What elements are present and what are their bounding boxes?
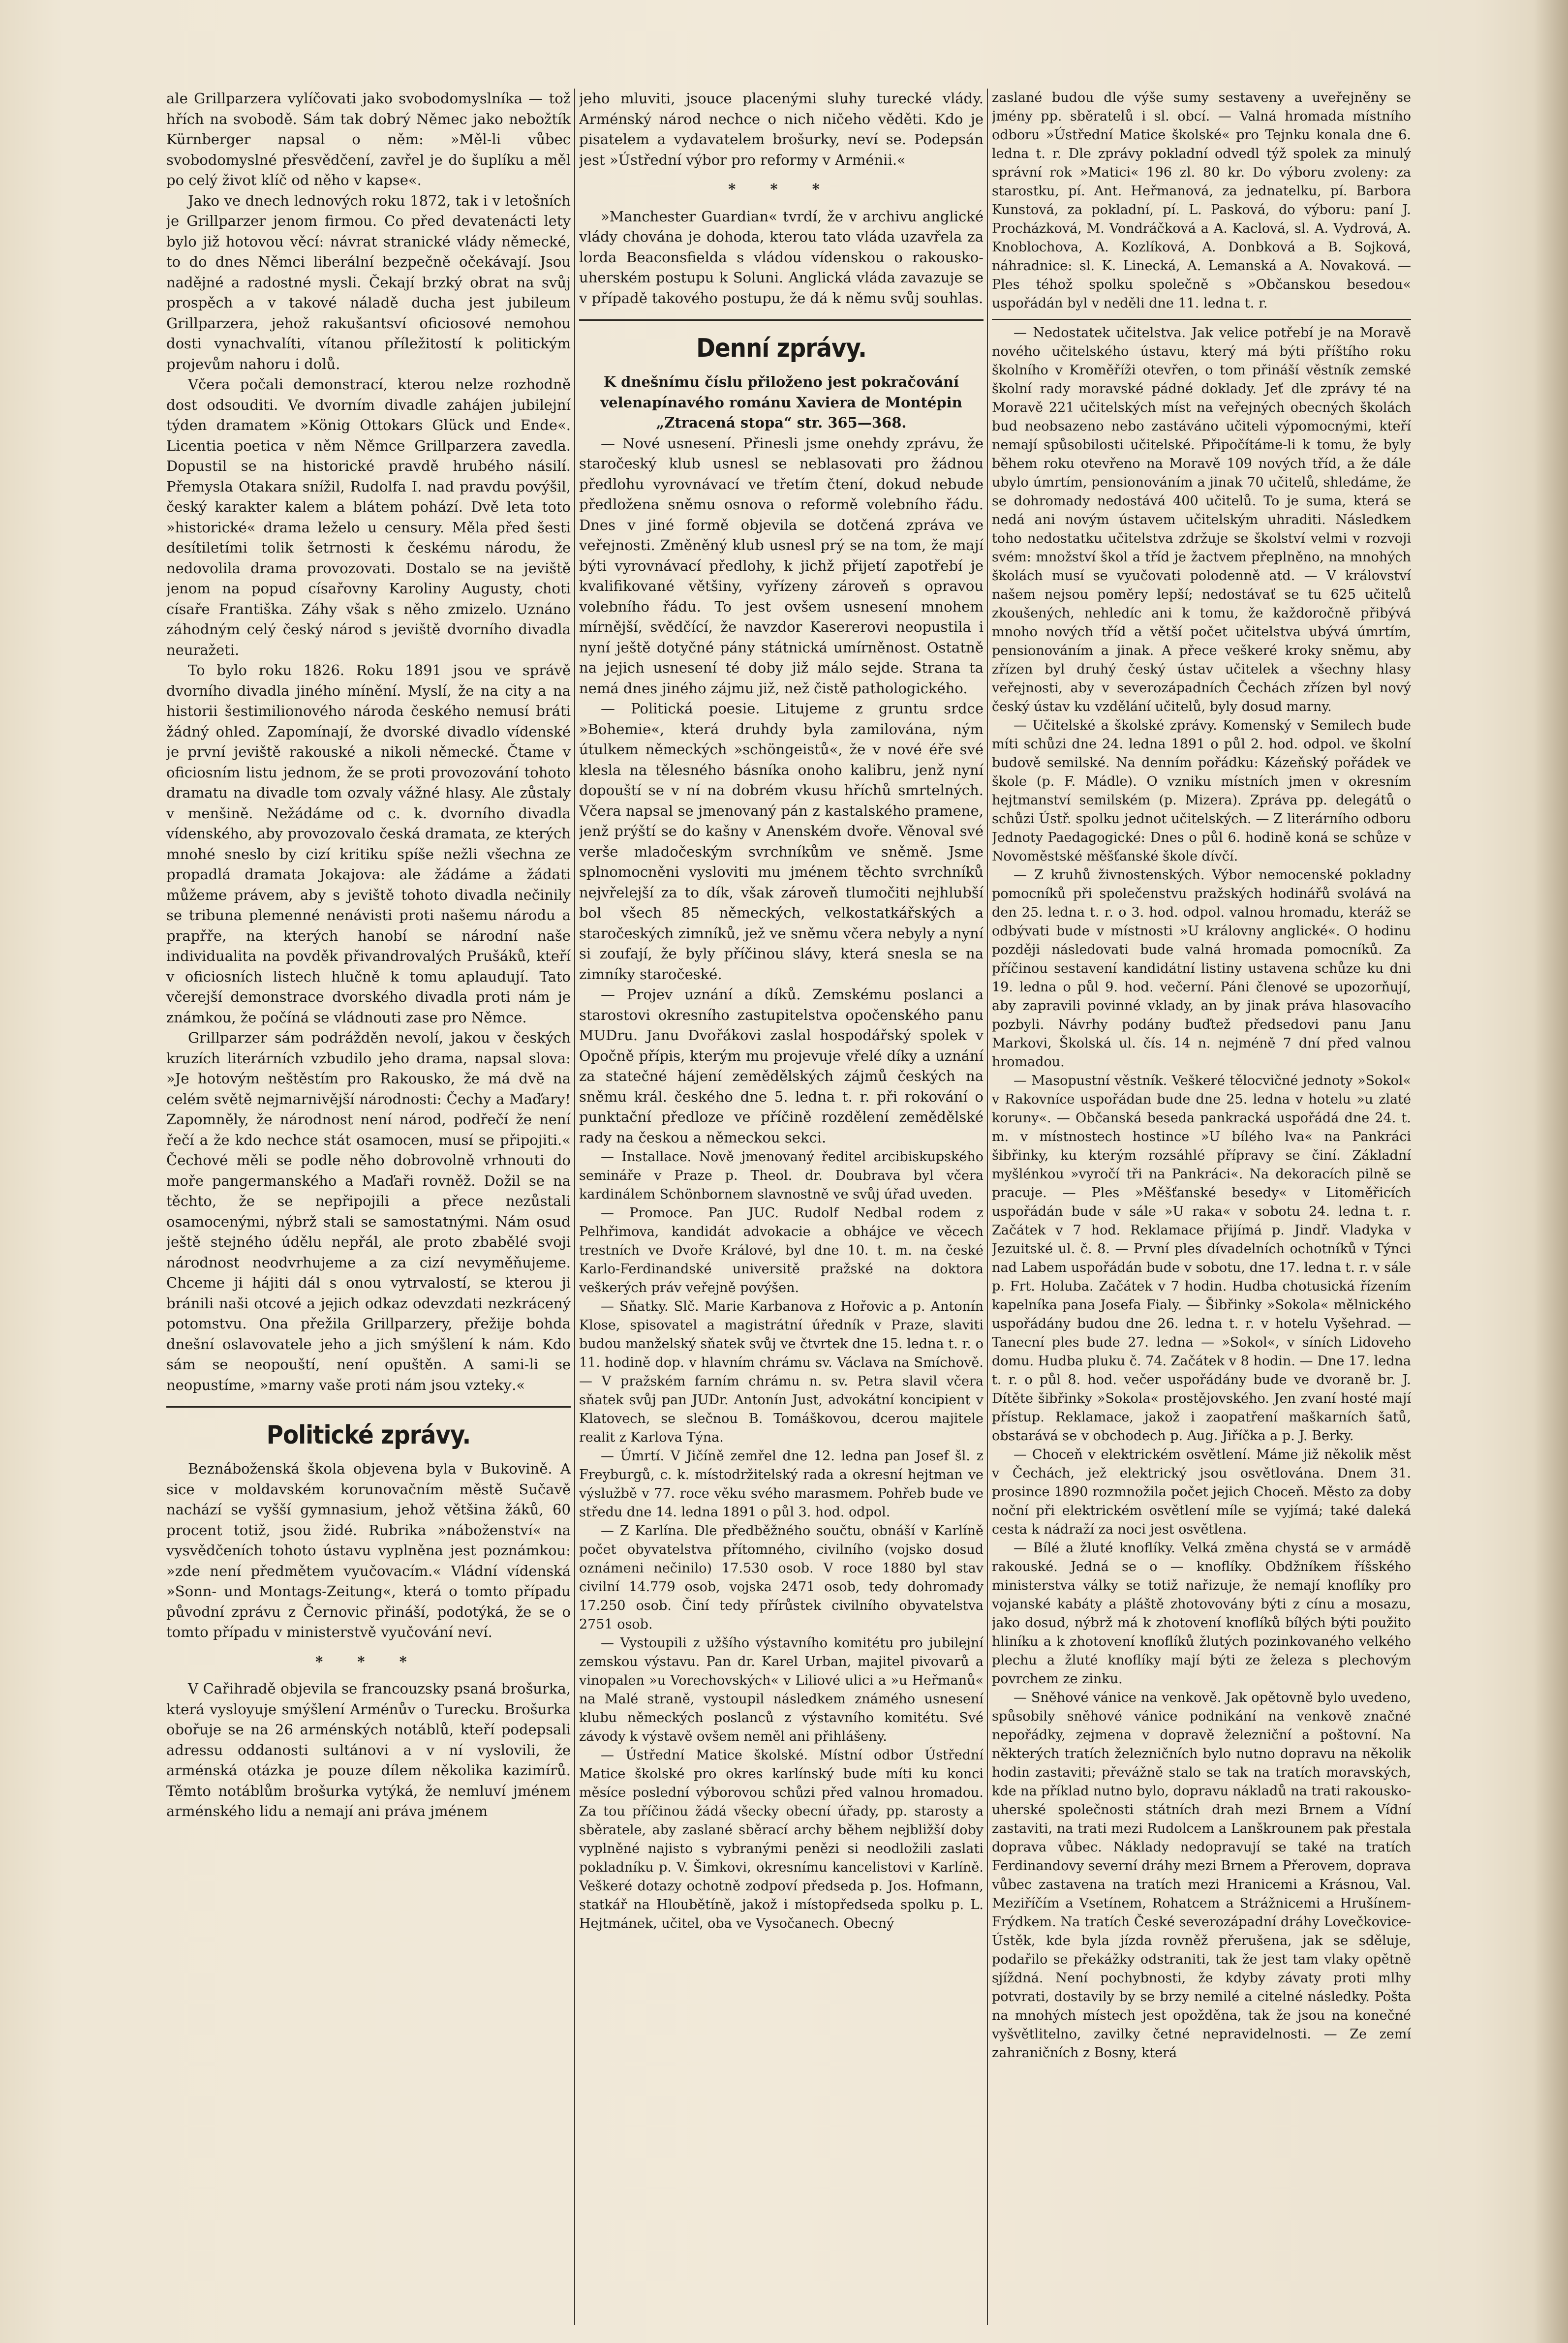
col2-news-item: — Promoce. Pan JUC. Rudolf Nedbal rodem z Pelhřimova, kandidát advokacie a obhájce ve věcech trestních ve Dvoře Králové, byl dne 10. t. m. na české Karlo-Ferdinandské universitě pražské na doktora veškerých práv veřejně povýšen. — [579, 1205, 984, 1295]
col2-news-item: — Ústřední Matice školské. Místní odbor Ústřední Matice školské pro okres karlínský bude míti ku konci měsíce poslední výborovou schůzi před valnou hromadou. Za tou příčinou žádá všecky obecní úřady, pp. starosty a sběratele, aby zaslané sběrací archy během nejbližší doby vyplněné najisto s vybranými penězi si neodložili zaslati pokladníku p. V. Šimkovi, okresnímu kancelistovi v Karlíně. Veškeré dotazy ochotně zodpoví předseda p. Jos. Hofmann, statkář na Hloubětíně, jakož i místopředseda spolku p. L. Hejtmánek, učitel, oba ve Vysočanech. Obecný — [579, 1748, 984, 1931]
section-divider — [579, 319, 984, 321]
col2-news-item: — Vystoupili z užšího výstavního komitétu pro jubilejní zemskou výstavu. Pan dr. Karel Urban, majitel pivovarů a vinopalen »u Vorechovských« v Liliové ulici a »u Heřmanů« na Malé straně, vystoupil následkem známého usnesení klubu německých poslanců z výstavního komitétu. Své závody k výstavě ovšem neměl ani přihlášeny. — [579, 1635, 984, 1744]
col1-paragraph: To bylo roku 1826. Roku 1891 jsou ve správě dvorního divadla jiného mínění. Myslí, že na city a na historii šestimilionového národa českého nemusí bráti žádný ohled. Zapomínají, že dvorské divadlo vídenské je první jeviště rakouské a nikoli německé. Čtame v oficiosním listu jednom, že se proti provozování tohoto dramatu na divadle tom ozvaly vážné hlasy. Ale zůstaly v menšině. Nežádáme od c. k. dvorního divadla vídenského, aby provozovalo česká dramata, ze kterých mnohé sneslo by cizí kritiku spíše nežli všechna ze propadlá dramata Jokajova: ale žádáme a žádati můžeme právem, aby s jeviště tohoto divadla nečinily se tribuna plemenné nenávisti proti našemu národu a prapřře, na kterých hanobí se národní naše individualita na povděk přivandrovalých Prušáků, kteří v oficiosních listech hlučně k tomu aplaudují. Tato včerejší demonstrace dvorského divadla proti nám je známkou, že počíná se vládnouti zase pro Němce. — [166, 662, 571, 1026]
col3-news-item: — Choceň v elektrickém osvětlení. Máme již několik měst v Čechách, jež elektrický jsou osvětlována. Dnem 31. prosince 1890 rozmnožila počet jejich Choceň. Město za doby noční při elektrickém osvětlení míle se vyjímá; také daleká cesta k nádraží za noci jest osvětlena. — [992, 1447, 1411, 1537]
col2-news-item: — Úmrtí. V Jičíně zemřel dne 12. ledna pan Josef šl. z Freyburgů, c. k. místodržitelský rada a okresní hejtman ve výslužbě v 77. roce věku svého marasmem. Pohřeb bude ve středu dne 14. ledna 1891 o půl 3. hod. odpol. — [579, 1449, 984, 1520]
separator-stars: * * * — [315, 1653, 422, 1670]
col2-paragraph: »Manchester Guardian« tvrdí, že v archivu anglické vlády chována je dohoda, kterou tato vláda uzavřela za lorda Beaconsfielda s vládou vídenskou o rakousko-uherském postupu k Soluni. Anglická vláda zavazuje se v případě takového postupu, že dá k němu svůj souhlas. — [579, 208, 984, 307]
col2-news-item: — Sňatky. Slč. Marie Karbanova z Hořovic a p. Antonín Klose, spisovatel a magistrátní úředník v Praze, slaviti budou manželský sňatek svůj ve čtvrtek dne 15. ledna t. r. o 11. hodině dop. v hlavním chrámu sv. Václava na Smíchově. — V pražském farním chrámu n. sv. Petra slavil včera sňatek svůj pan JUDr. Antonín Just, advokátní koncipient v Klatovech, se slečnou B. Tomáškovou, dcerou majitele realit z Karlova Týna. — [579, 1299, 984, 1445]
col3-news-item: — Z kruhů živnostenských. Výbor nemocenské pokladny pomocníků při společenstvu pražských hodinářů svolává na den 25. ledna t. r. o 3. hod. odpol. valnou hromadu, kteráž se odbývati bude v místnosti »U královny anglické«. O hodinu později následovati bude valná hromada pomocníků. Za příčinou sestavení kandidátní listiny ustavena schůze ku dni 19. ledna o půl 9. hod. večerní. Páni členové se upozorňují, aby zapravili povinné vklady, an by jinak práva hlasovacího pozbyli. Návrhy podány buďtež předsedovi panu Janu Markovi, Školská ul. čís. 14 n. nejméně 7 dní před valnou hromadou. — [992, 867, 1411, 1070]
col3-news-item: — Nedostatek učitelstva. Jak velice potřebí je na Moravě nového učitelského ústavu, který má býti příštího roku školního v Kroměříži otevřen, o tom přináší věstník zemské školní rady moravské pádné doklady. Jeť dle zprávy té na Moravě 221 učitelských míst na veřejných obecných školách bud neobsazeno nebo zastáváno učiteli výpomocnými, kteří nemají spůsobilosti učitelské. Připočítáme-li k tomu, že byly během roku otevřeno na Moravě 109 nových tříd, a že dále ubylo úmrtím, pensionováním a jinak 70 učitelů, shledáme, že se dohromady nedostává 400 učitelů. To je suma, která se nedá ani novým ústavem učitelským uhraditi. Následkem toho nedostatku učitelstva zdržuje se školství velmi v rozvoji svém: množství škol a tříd je žactvem přeplněno, na mnohých školách musí se vyučovati polodenně atd. — V království našem nejsou poměry lepší; nedostávať se tu 625 učitelů zkoušených, nehledíc ani k tomu, že každoročně přibývá mnoho nových tříd a větší počet učitelstva ubývá úmrtím, pensionováním a jinak. A přece veškeré kroky sněmu, aby zřízen byl druhý český ústav učitelek a všechny hlasy veřejnosti, aby v severozápadních Čechách zřízen byl nový český ústav ku vzdělání učitelů, byly dosud marny. — [992, 325, 1411, 714]
col1-paragraph: ale Grillparzera vylíčovati jako svobodomyslníka — tož hřích na svobodě. Sám tak dobrý Němec jako nebožtík Kürnberger napsal o něm: »Měl-li vůbec svobodomyslné přesvědčení, zavřel je do šuplíku a měl po celý život klíč od něho v kapse«. — [166, 90, 571, 188]
col3-news-item: zaslané budou dle výše sumy sestaveny a uveřejněny se jmény pp. sběratelů i sl. obcí. — Valná hromada místního odboru »Ústřední Matice školské« pro Tejnku konala dne 6. ledna t. r. Dle zprávy pokladní odvedl týž spolek za minulý správní rok »Matici« 196 zl. 80 kr. Do výboru zvoleny: za starostku, pí. Ant. Heřmanová, za jednatelku, pí. Barbora Kunstová, za pokladní, pí. L. Pasková, do výboru: paní J. Procházková, M. Vondráčková a A. Kaclová, sl. A. Vydrová, A. Knoblochova, A. Kozlíková, A. Donbková a B. Sojková, náhradnice: sl. K. Linecká, A. Lemanská a A. Novaková. — Ples téhož spolku společně s »Občanskou besedou« uspořádán byl v neděli dne 11. ledna t. r. — [992, 90, 1411, 311]
col1-paragraph: Včera počali demonstrací, kterou nelze rozhodně dost odsouditi. Ve dvorním divadle zahájen jubilejní týden dramatem »König Ottokars Glück und Ende«. Licentia poetica v něm Němce Grillparzera zavedla. Dopustil se na historické pravdě hrubého násilí. Přemysla Otakara snížil, Rudolfa I. nad pravdu povýšil, český karakter kalem a blátem pohází. Dvě leta toto »historické« drama leželo u censury. Měla před šesti desítiletími tolik šetrnosti k českému národu, že nedovolila drama provozovati. Dostalo se na jeviště jenom na popud císařovny Karoliny Augusty, choti císaře Františka. Záhy však s něho zmizelo. Uznáno záhodným celý český národ s jeviště dvorního divadla neuražeti. — [166, 376, 571, 658]
col2-news-item: — Nové usnesení. Přinesli jsme onehdy zprávu, že staročeský klub usnesl se neblasovati pro žádnou předlohu vyrovnávací ve třetím čtení, dokud nebude předložena sněmu osnova o reformě volebního řádu. Dnes v jiné formě objevila se dotčená zpráva ve veřejnosti. Změněný klub usnesl prý se na tom, že mají býti vyrovnávací předlohy, k jichž přijetí zapotřebí je kvalifikované většiny, vyřízeny zároveň s opravou volebního řádu. To jest ovšem usnesení mnohem mírnější, svědčící, že navzdor Kasererovi neopustila i nyní ještě dotyčné pány státnická umírněnost. Ostatně na jejich usnesení té doby již málo sejde. Strana ta nemá dnes jiného zájmu již, než čistě pathologického. — [579, 434, 984, 697]
column-rule-2 — [987, 89, 988, 2325]
col3-news-item: — Učitelské a školské zprávy. Komenský v Semilech bude míti schůzi dne 24. ledna 1891 o půl 2. hod. odpol. ve školní budově semilské. Na denním pořádku: Kázeňský pořádek ve škole (p. F. Mádle). O vzniku místních jmen v okresním hejtmanství semilském (p. Mizera). Zpráva pp. delegátů o schůzi Ústř. spolku jednot učitelských. — Z literárního odboru Jednoty Paedagogické: Dnes o půl 6. hodině koná se schůze v Novoměstské měšťanské škole dívčí. — [992, 718, 1411, 864]
separator-stars: * * * — [728, 181, 834, 197]
column-1 — [166, 89, 571, 2322]
col1-news-item: V Cařihradě objevila se francouzsky psaná brošurka, která vysloyuje smýšlení Arménův o Turecku. Brošurka obořuje se na 26 arménských notáblů, kteří podepsali adressu oddanosti sultánovi a v ní vyslovili, že arménská otázka je pouze dílem několika kazimírů. Těmto notáblům brošurka vytýká, že nemluví jménem arménského lidu a nemají ani práva jménem — [166, 1680, 571, 1819]
column-rule-1 — [574, 89, 575, 2325]
section-heading-denni-zpravy: Denní zprávy. — [696, 334, 866, 363]
col3-news-item: — Bílé a žluté knoflíky. Velká změna chystá se v armádě rakouské. Jedná se o — knoflíky. Obdžníkem říšského ministerstva války se totiž nařizuje, že nemají knoflíky pro vojanské kabáty a pláště zhotovovány býti z cínu a mosazu, jako dosud, nýbrž má k zhotovení knoflíků bílých býti použito hliníku a k zhotovení knoflíků žlutých pozinkovaného velkého plechu a žluté knoflíky mají býti ze železa s plechovým povrchem ze zinku. — [992, 1541, 1411, 1687]
col3-news-item: — Sněhové vánice na venkově. Jak opětovně bylo uvedeno, spůsobily sněhové vánice podnikání na venkově značné nepořádky, zejmena v dopravě železniční a poštovní. Na některých tratích železničních bylo nutno dopravu na několik hodin zastaviti; převážně stalo se tak na tratích moravských, kde na příklad nutno bylo, dopravu nákladů na trati rakousko-uherské společnosti státních drah mezi Brnem a Vídní zastaviti, na trati mezi Rudolcem a Lanškrounem pak přestala doprava vůbec. Náklady nedopravují se také na tratích Ferdinandovy severní dráhy mezi Brnem a Přerovem, doprava vůbec zastavena na tratích mezi Hranicemi a Krásnou, Val. Meziříčím a Vsetínem, Rohatcem a Strážnicemi a Hrušínem-Frýdkem. Na tratích České severozápadní dráhy Lovečkovice-Ústěk, kde byla jízda rovněž přerušena, jak se sděluje, podařilo se překážky odstraniti, tak že jest tam vlaky opětně sjíždná. Není pochybnosti, že kdyby závaty proti mlhy potvrati, dostavily by se brzy nemilé a citelné následky. Pošta na mnohých místech jest opožděna, tak že jsou na konečné vyšvětlitelno, zavilky četné nepravidelnosti. — Ze zemí zahraničních z Bosny, která — [992, 1690, 1411, 2061]
col2-news-item: — Projev uznání a díků. Zemskému poslanci a starostovi okresního zastupitelstva opočenského panu MUDru. Janu Dvořákovi zaslal hospodářský spolek v Opočně přípis, kterým mu projevuje vřelé díky a uznání za statečné hájení zemědělských zájmů českých na sněmu král. českého dne 5. ledna t. r. při rokování o punktační předloze ve příčině rozdělení zemědělské rady na českou a německou sekci. — [579, 986, 984, 1146]
page-edge-shadow — [1534, 0, 1568, 2343]
col1-paragraph: Grillparzer sám podrážděn nevolí, jakou v českých kruzích literárních vzbudilo jeho drama, napsal slova: »Je hotovým neštěstím pro Rakousko, že má dvě na celém světě nejmarnivější národnosti: Čechy a Maďary! Zapomněly, že národnost není národ, podřečí že není řečí a že kdo nechce stát osamocen, musí se připojiti.« Čechové měli se podle něho dobrovolně vrhnouti do moře pangermanského a Maďaři rovněž. Dožil se na těchto, že se nepřipojili a přece nezůstali osamocenými, nýbrž stali se samostatnými. Nám osud ještě stejného údělu nepřál, ale proto zbabělé svoji národnost neodvrhujeme a za cizí nevyměňujeme. Chceme ji hájiti dál s onou vytrvalostí, se kterou ji bránili naši otcové a jejich odkaz odevzdati nezkrácený potomstvu. Ona přežila Grillparzery, přežije bohda dnešní oslavovatele jeho a jich smýšlení k nám. Kdo sám se neopouští, není opuštěn. A sami-li se neopustíme, »marny vaše proti nám jsou vztekу.« — [166, 1029, 571, 1393]
section-divider — [166, 1406, 571, 1408]
col2-news-item: — Z Karlína. Dle předběžného součtu, obnáší v Karlíně počet obyvatelstva přítomného, civilního (vojsko dosud oznámeni nečinilo) 17.530 osob. V roce 1880 byl stav civilní 14.779 osob, vojska 2471 osob, tedy dohromady 17.250 osob. Činí tedy přírůstek civilního obyvatelstva 2751 osob. — [579, 1523, 984, 1632]
col3-news-item: — Masopustní věstník. Veškeré tělocvičné jednoty »Sokol« v Rakovníce uspořádan bude dne 25. ledna v hotelu »u zlaté koruny«. — Občanská beseda pankracká uspořádá dne 24. t. m. v místnostech hostince »U bílého lva« na Pankráci šibřinky, ku kterým rozsáhlé přípravy se činí. Základní myšlénkou »vyročí tři na Pankráci«. Na dekoracích pilně se pracuje. — Ples »Měšťanské besedy« v Litoměřicích uspořádán bude v sále »U raka« v sobotu 24. ledna t. r. Začátek v 7 hod. Reklamace přijímá p. Jindř. Vladyka v Jezuitské ul. č. 8. — První ples dívadelních ochotníků v Týnci nad Labem uspořádán bude v sobotu, dne 17. ledna t. r. v sále p. Frt. Holuba. Začátek v 7 hodin. Hudba chotusická řízením kapelníka pana Josefa Fialy. — Šibřinky »Sokola« mělnického uspořádány budou dne 26. ledna t. r. v hotelu Vyšehrad. — Tanecní ples bude 27. ledna — »Sokol«, v síních Lidoveho domu. Hudba pluku č. 74. Začátek v 8 hodin. — Dne 17. ledna t. r. o půl 8. hod. večer uspořádány bude ve dvoraně br. J. Dítěte šibřinky »Sokola« prostějovského. Jen zvaní hosté mají přístup. Reklamace, jakož i zaopatření maškarních šatů, obstarává se v obchodech p. Aug. Jiříčka a p. J. Berky. — [992, 1073, 1411, 1444]
col1-paragraph: Jako ve dnech lednových roku 1872, tak i v letošních je Grillparzer jenom firmou. Co před devatenácti lety bylo již hotovou věcí: návrat stranické vlády německé, to do dnes Němci liberální bezpečně očekávají. Jsou nadějné a radostné mysli. Čekají brzký obrat na svůj prospěch a v takové náladě ducha jest jubileum Grillparzera, jehož rakušantsví oficiosové nemohou dosti vynachvalíti, vítanou příležitostí k politickým projevům nahoru i dolů. — [166, 192, 571, 372]
col2-news-item: — Politická poesie. Litujeme z gruntu srdce »Bohemie«, která druhdy byla zamilována, ným útulkem německých »schöngeistů«, že v nové éře své klesla na tělesného básníka onoho kalibru, jenž nyní dopouští se v ní na dobrém vkusu hříchů smrtelných. Včera napsal se jmenovaný pán z kastalského pramene, jenž prýští se do kašny v Anenském dvoře. Věnoval své verše mladočeským svrchníkům ve sněmě. Jsme splnomocněni vysloviti mu jménem těchto svrchníků nejvřelejší za to dík, však zároveň tlumočiti nejhlubší bol všech 85 německých, velkostatkářských a staročeských zimníků, jež ve sněmu včera nebyly a nyní si zoufají, že byly příčinou slávy, která snesla se na zimníky staročeské. — [579, 700, 984, 983]
section-divider — [992, 319, 1411, 320]
col1-news-item: Beznáboženská škola objevena byla v Bukovině. A sice v moldavském korunovačním městě Sučavě nachází se vyšší gymnasium, jehož většina žáků, 60 procent totiž, jsou židé. Rubrika »náboženství« na vysvědčeních tohoto ústavu vyplněna jest poznámkou: »zde není předmětem vyučovacím.« Vládní vídenská »Sonn- und Montags-Zeitung«, která o tomto případu původní zprávu z Černovic přináší, podotýká, že se o tomto případu v ministerstvě vyučování neví. — [166, 1460, 571, 1640]
supplement-notice: K dnešnímu číslu přiloženo jest pokračování velenapínavého románu Xaviera de Montépin „Ztracená stopa“ str. 365—368. — [600, 373, 962, 431]
column-3 — [992, 89, 1411, 2322]
col2-news-item: — Installace. Nově jmenovaný ředitel arcibiskupského semináře v Praze p. Theol. dr. Doubrava byl včera kardinálem Schönbornem slavnostně ve svůj úřad uveden. — [579, 1149, 984, 1202]
section-heading-politicke-zpravy: Politické zprávy. — [266, 1420, 471, 1450]
col2-paragraph: jeho mluviti, jsouce placenými sluhy turecké vlády. Arménský národ nechce o nich ničeho věděti. Kdo je pisatelem a vydavatelem brošurky, neví se. Podepsán jest »Ústřední výbor pro reformy v Arménii.« — [579, 90, 984, 168]
column-2 — [579, 89, 984, 2322]
